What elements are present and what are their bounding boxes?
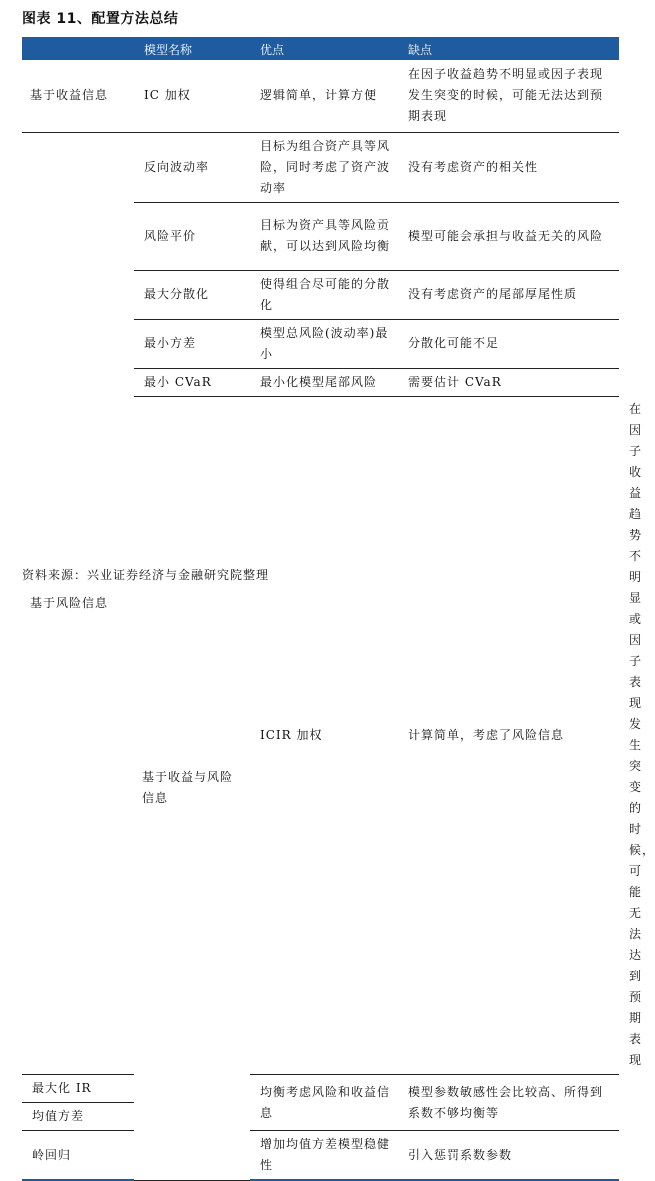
model-cell: 最大化 IR <box>22 1075 134 1103</box>
cons-cell: 需要估计 CVaR <box>398 368 619 396</box>
pros-cell: 最小化模型尾部风险 <box>250 368 398 396</box>
table-row <box>22 1131 619 1181</box>
model-cell: 最大分散化 <box>134 270 250 319</box>
cons-cell: 模型可能会承担与收益无关的风险 <box>398 202 619 270</box>
model-cell: 最小 CVaR <box>134 368 250 396</box>
model-cell: ICIR 加权 <box>250 396 398 1075</box>
summary-table <box>22 38 655 1181</box>
pros-cell: 目标为资产具等风险贡献，可以达到风险均衡 <box>250 202 398 270</box>
model-cell: 反向波动率 <box>134 132 250 202</box>
table-row: 基于收益与风险信息 ICIR 加权 计算简单，考虑了风险信息 在因子收益趋势不明显或因子表现发生突变的时候，可能无法达到预期表现 <box>22 396 619 1075</box>
cons-cell: 在因子收益趋势不明显或因子表现发生突变的时候，可能无法达到预期表现 <box>398 60 619 132</box>
pros-cell: 模型总风险(波动率)最小 <box>250 319 398 368</box>
source-note: 资料来源：兴业证券经济与金融研究院整理 <box>22 568 270 582</box>
cons-cell: 模型参数敏感性会比较高、所得到系数不够均衡等 <box>398 1075 619 1131</box>
model-cell: 岭回归 <box>22 1131 134 1181</box>
header-model-name: 模型名称 <box>134 38 250 60</box>
cons-cell: 引入惩罚系数参数 <box>398 1131 619 1181</box>
pros-cell: 逻辑简单，计算方便 <box>250 60 398 132</box>
header-pros: 优点 <box>250 38 398 60</box>
pros-cell: 使得组合尽可能的分散化 <box>250 270 398 319</box>
group-return-risk: 基于收益与风险信息 <box>134 396 250 1180</box>
pros-cell: 均衡考虑风险和收益信息 <box>250 1075 398 1131</box>
header-row <box>22 38 619 60</box>
cons-cell: 分散化可能不足 <box>398 319 619 368</box>
group-return: 基于收益信息 <box>22 60 134 132</box>
model-cell: 风险平价 <box>134 202 250 270</box>
model-cell: IC 加权 <box>134 60 250 132</box>
model-cell: 最小方差 <box>134 319 250 368</box>
figure-title: 图表 11、配置方法总结 <box>22 11 179 27</box>
group-risk: 基于风险信息 <box>22 132 134 1075</box>
table-row <box>22 132 619 202</box>
summary-table-wrap <box>22 38 655 1181</box>
pros-cell: 增加均值方差模型稳健性 <box>250 1131 398 1181</box>
header-category <box>22 38 134 60</box>
model-cell: 均值方差 <box>22 1103 134 1131</box>
header-cons: 缺点 <box>398 38 619 60</box>
table-row <box>22 1075 619 1103</box>
cons-cell: 没有考虑资产的相关性 <box>398 132 619 202</box>
table-row <box>22 60 619 132</box>
pros-cell: 目标为组合资产具等风险，同时考虑了资产波动率 <box>250 132 398 202</box>
cons-cell: 没有考虑资产的尾部厚尾性质 <box>398 270 619 319</box>
pros-cell: 计算简单，考虑了风险信息 <box>398 396 619 1075</box>
